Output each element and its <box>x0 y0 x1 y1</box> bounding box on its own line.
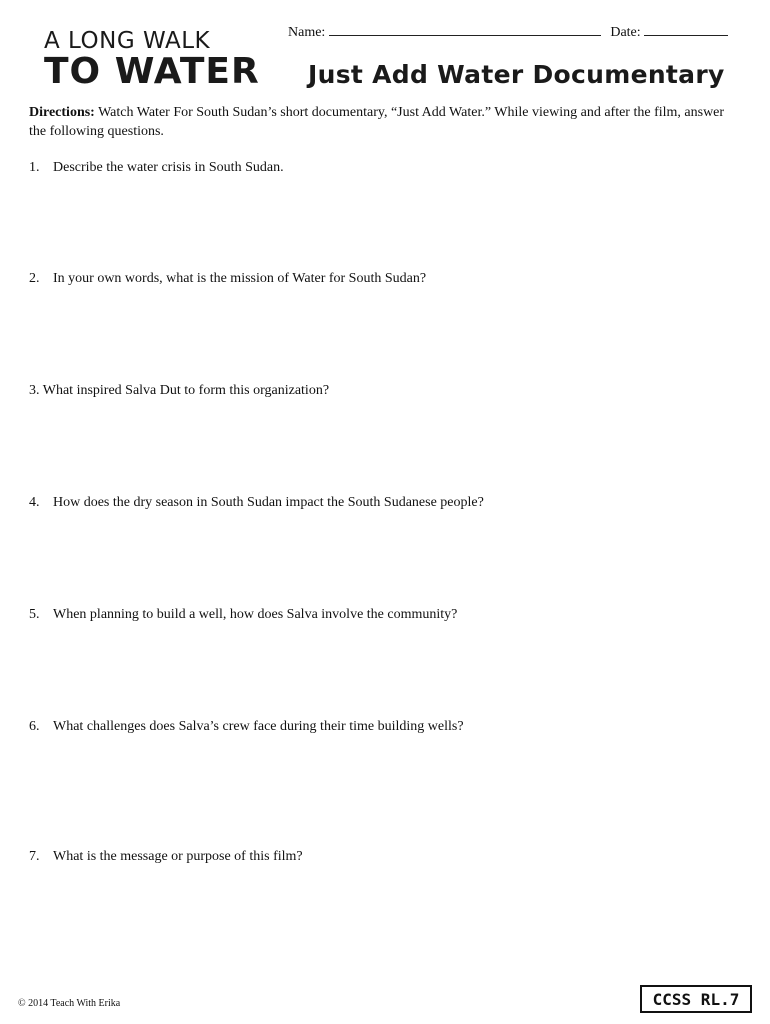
logo-line-1: A LONG WALK <box>44 28 211 54</box>
document-title: Just Add Water Documentary <box>308 60 725 89</box>
logo-a-long-walk-to-water <box>44 30 260 90</box>
question-text: What is the message or purpose of this film? <box>53 849 303 864</box>
question-text: What inspired Salva Dut to form this organization? <box>42 383 330 398</box>
question-text: In your own words, what is the mission of Water for South Sudan? <box>53 271 427 286</box>
question-1 <box>29 160 284 176</box>
date-blank-line[interactable] <box>644 23 728 36</box>
question-number: 2. <box>29 271 40 286</box>
question-2 <box>29 271 426 287</box>
question-number: 1. <box>29 160 40 175</box>
question-text: How does the dry season in South Sudan impact the South Sudanese people? <box>53 495 484 510</box>
question-text: When planning to build a well, how does Salva involve the community? <box>53 607 458 622</box>
date-label: Date: <box>610 25 641 40</box>
question-text: What challenges does Salva’s crew face during their time building wells? <box>53 719 464 734</box>
question-6 <box>29 719 464 735</box>
question-text: Describe the water crisis in South Sudan. <box>53 160 284 175</box>
question-number: 4. <box>29 495 40 510</box>
question-number: 6. <box>29 719 40 734</box>
question-5 <box>29 607 457 623</box>
ccss-standard-badge: CCSS RL.7 <box>640 985 752 1013</box>
logo-line-2: TO WATER <box>44 51 260 92</box>
directions <box>29 103 729 141</box>
copyright-footer: © 2014 Teach With Erika <box>18 998 121 1009</box>
question-4 <box>29 495 484 511</box>
question-number: 7. <box>29 849 40 864</box>
name-date-bar <box>288 23 728 41</box>
directions-label: Directions: <box>29 105 95 120</box>
question-number: 5. <box>29 607 40 622</box>
question-3 <box>29 383 329 399</box>
name-blank-line[interactable] <box>329 23 601 36</box>
question-number: 3. <box>29 383 40 398</box>
name-label: Name: <box>288 25 326 40</box>
directions-text: Watch Water For South Sudan’s short documentary, “Just Add Water.” While viewing and after the film, answer the following questions. <box>29 105 725 139</box>
question-7 <box>29 849 303 865</box>
